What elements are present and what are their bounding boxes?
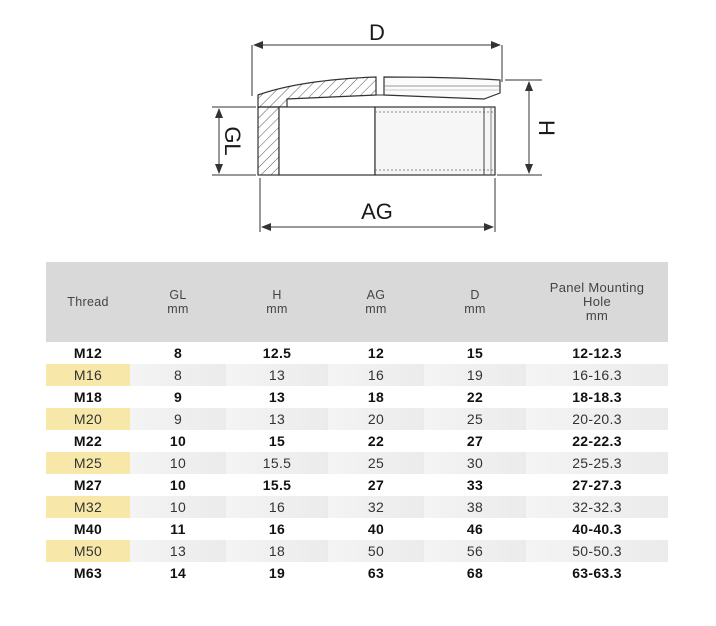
dimension-h-label: H xyxy=(534,120,559,136)
cell-thread: M25 xyxy=(46,452,130,474)
header-gl: GL mm xyxy=(130,262,226,342)
cell-d: 25 xyxy=(424,408,526,430)
table-row xyxy=(46,364,668,386)
cell-thread: M50 xyxy=(46,540,130,562)
table-row xyxy=(46,496,668,518)
cell-gl: 13 xyxy=(130,540,226,562)
header-d: D mm xyxy=(424,262,526,342)
gasket-section xyxy=(258,107,279,175)
table-row xyxy=(46,386,668,408)
cell-d: 68 xyxy=(424,562,526,584)
cell-gl: 9 xyxy=(130,386,226,408)
body-core xyxy=(279,107,375,175)
cell-d: 15 xyxy=(424,342,526,364)
cell-d: 30 xyxy=(424,452,526,474)
cell-panel-mounting-hole: 20-20.3 xyxy=(526,408,668,430)
cell-d: 38 xyxy=(424,496,526,518)
dimension-ag xyxy=(260,178,495,232)
cell-gl: 14 xyxy=(130,562,226,584)
cell-ag: 22 xyxy=(328,430,424,452)
cell-panel-mounting-hole: 63-63.3 xyxy=(526,562,668,584)
cell-thread: M32 xyxy=(46,496,130,518)
cell-panel-mounting-hole: 12-12.3 xyxy=(526,342,668,364)
cell-gl: 10 xyxy=(130,474,226,496)
cell-thread: M12 xyxy=(46,342,130,364)
cell-d: 33 xyxy=(424,474,526,496)
cell-panel-mounting-hole: 40-40.3 xyxy=(526,518,668,540)
cell-panel-mounting-hole: 27-27.3 xyxy=(526,474,668,496)
cap-slot xyxy=(376,77,384,95)
cell-gl: 8 xyxy=(130,342,226,364)
cell-d: 56 xyxy=(424,540,526,562)
cap-section-hatched xyxy=(258,77,376,107)
cell-d: 22 xyxy=(424,386,526,408)
cell-ag: 63 xyxy=(328,562,424,584)
dimension-d-label: D xyxy=(369,20,385,45)
cell-panel-mounting-hole: 22-22.3 xyxy=(526,430,668,452)
cell-ag: 40 xyxy=(328,518,424,540)
table-header-row xyxy=(46,262,668,342)
dimension-gl xyxy=(212,107,256,175)
cell-ag: 20 xyxy=(328,408,424,430)
dimension-h xyxy=(497,80,559,175)
cell-thread: M22 xyxy=(46,430,130,452)
cell-h: 16 xyxy=(226,496,328,518)
cell-h: 15.5 xyxy=(226,452,328,474)
cell-d: 46 xyxy=(424,518,526,540)
technical-drawing xyxy=(0,0,716,250)
cell-h: 13 xyxy=(226,408,328,430)
table-row xyxy=(46,452,668,474)
cell-panel-mounting-hole: 50-50.3 xyxy=(526,540,668,562)
table-row xyxy=(46,430,668,452)
cell-h: 16 xyxy=(226,518,328,540)
cell-h: 19 xyxy=(226,562,328,584)
cell-gl: 10 xyxy=(130,496,226,518)
cell-ag: 50 xyxy=(328,540,424,562)
cell-h: 13 xyxy=(226,364,328,386)
cell-ag: 32 xyxy=(328,496,424,518)
cell-panel-mounting-hole: 25-25.3 xyxy=(526,452,668,474)
cell-panel-mounting-hole: 18-18.3 xyxy=(526,386,668,408)
table-row xyxy=(46,562,668,584)
cell-ag: 25 xyxy=(328,452,424,474)
threaded-shank xyxy=(375,107,495,175)
cell-thread: M40 xyxy=(46,518,130,540)
cell-d: 27 xyxy=(424,430,526,452)
cell-h: 12.5 xyxy=(226,342,328,364)
table-row xyxy=(46,408,668,430)
cell-d: 19 xyxy=(424,364,526,386)
cell-thread: M27 xyxy=(46,474,130,496)
cell-thread: M18 xyxy=(46,386,130,408)
cell-ag: 18 xyxy=(328,386,424,408)
cell-panel-mounting-hole: 32-32.3 xyxy=(526,496,668,518)
cell-gl: 9 xyxy=(130,408,226,430)
table-row xyxy=(46,540,668,562)
table-row xyxy=(46,518,668,540)
cell-gl: 8 xyxy=(130,364,226,386)
cell-ag: 16 xyxy=(328,364,424,386)
dimension-gl-label: GL xyxy=(220,126,245,156)
cell-h: 13 xyxy=(226,386,328,408)
table-row xyxy=(46,474,668,496)
header-ag: AG mm xyxy=(328,262,424,342)
cell-ag: 12 xyxy=(328,342,424,364)
cap-outline xyxy=(384,77,500,99)
cell-thread: M16 xyxy=(46,364,130,386)
spec-table xyxy=(46,262,668,584)
cell-gl: 11 xyxy=(130,518,226,540)
cell-panel-mounting-hole: 16-16.3 xyxy=(526,364,668,386)
cell-h: 15 xyxy=(226,430,328,452)
cell-gl: 10 xyxy=(130,452,226,474)
cell-h: 15.5 xyxy=(226,474,328,496)
header-h: H mm xyxy=(226,262,328,342)
plug-profile xyxy=(258,77,500,175)
header-panel-mounting-hole: Panel Mounting Hole mm xyxy=(526,262,668,342)
cell-thread: M20 xyxy=(46,408,130,430)
table-row xyxy=(46,342,668,364)
cell-thread: M63 xyxy=(46,562,130,584)
cell-h: 18 xyxy=(226,540,328,562)
cell-gl: 10 xyxy=(130,430,226,452)
cell-ag: 27 xyxy=(328,474,424,496)
dimension-ag-label: AG xyxy=(361,199,393,224)
header-thread: Thread xyxy=(46,262,130,342)
